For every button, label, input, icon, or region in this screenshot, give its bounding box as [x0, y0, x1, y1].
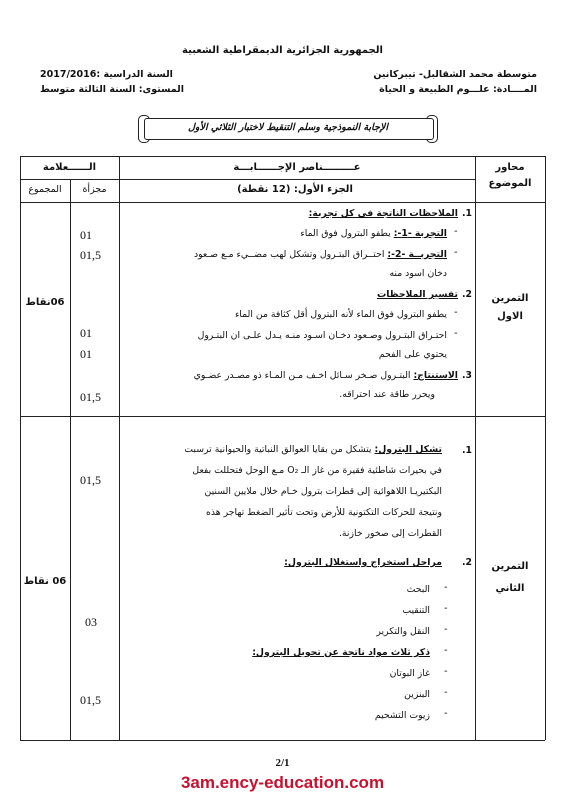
q2-title: تفسير الملاحظات: [376, 289, 458, 300]
bullet: -: [444, 624, 448, 635]
mark: 03: [85, 615, 97, 629]
bullet: -: [444, 708, 448, 719]
exp1-line: [300, 228, 447, 239]
product-item: البنزين: [404, 689, 430, 700]
part-title: الجزء الأول: (12 نقطة): [237, 184, 353, 195]
exp2-label: التجربــة -2-:: [387, 249, 447, 260]
elements-header: عـــــــــناصر الإجــــــابـــة: [233, 162, 361, 173]
banner-title: الإجابة النموذجية وسلم التنقيط لاختبار الثلاثي الأول: [188, 122, 388, 133]
q2-number: 2.: [461, 289, 472, 300]
conclusion-cont: ويحرر طاقة عند احتراقه.: [339, 389, 435, 400]
exp2-line: [194, 249, 447, 260]
explanation-b: احتـراق البتـرول وصـعود دخـان اسـود منـه يـدل علـى ان البتـرول: [197, 330, 447, 341]
formation-label: تشكل البترول:: [374, 444, 442, 455]
formation-cont: ونتيجة للحركات التكتونية للأرض وتحت تأثير الضغط تهاجر هذه: [206, 507, 442, 518]
conclusion-text: البتـرول صـخر سـائل اخـف مـن المـاء ذو مصـدر عضـوي: [193, 370, 411, 381]
total-header: المجموع: [28, 184, 62, 195]
formation-cont: القطرات إلى صخور خازنة.: [338, 528, 442, 539]
q3-number: 3.: [461, 370, 472, 381]
bullet: -: [454, 247, 458, 258]
site-url[interactable]: 3am.ency-education.com: [180, 773, 385, 792]
subject-line: المــــادة: علـــوم الطبيعة و الحياة: [379, 84, 537, 95]
mark: 01: [80, 228, 92, 242]
republic-title: الجمهورية الجزائرية الديمقراطية الشعبية: [182, 45, 383, 56]
mark: 01: [80, 347, 92, 361]
exercise1-total: 06نقاط: [25, 297, 65, 308]
bullet: -: [444, 582, 448, 593]
mark: 01: [80, 326, 92, 340]
stage-item: البحث: [406, 584, 430, 595]
mark: 01,5: [80, 693, 101, 707]
conclusion-line: [194, 370, 458, 381]
stage-item: النقل والتكرير: [376, 626, 430, 637]
explanation-b-cont: يحتوي على الفحم: [378, 349, 447, 360]
q1-number: 1.: [461, 208, 472, 219]
exp1-label: التجربة -1-:: [393, 228, 447, 239]
bullet: -: [444, 645, 448, 656]
q2-number: 2.: [461, 557, 472, 568]
marks-header: الــــــعلامة: [42, 162, 97, 173]
product-item: زيوت التشحيم: [374, 710, 430, 721]
stages-title: مراحل استخراج واستغلال البترول:: [284, 557, 442, 568]
products-title: ذكر ثلاث مواد ناتجة عن تحويل البترول:: [252, 647, 430, 658]
formation-cont: البكتيريـا اللاهوائية إلى قطرات بترول خـام خلال ملايين السنين: [204, 486, 442, 497]
school-year: السنة الدراسية :2017/2016: [40, 69, 173, 80]
bullet: -: [454, 307, 458, 318]
exercise2-axis: التمرين الثاني: [491, 561, 529, 594]
partial-header: مجزأة: [82, 184, 107, 195]
exercise2-total: 06 نقاط: [23, 576, 67, 587]
formation-text: يتشكل من بقايا العوالق النباتية والحيوانية ترسبت: [184, 444, 372, 455]
q1-title: الملاحظات الناتجة في كل تجربة:: [308, 208, 458, 219]
axes-header: محاور الموضوع: [488, 162, 532, 189]
q1-number: 1.: [461, 445, 472, 456]
formation-line: [184, 444, 442, 455]
exercise1-axis: التمرين الاول: [491, 293, 529, 322]
level-line: المستوى: السنة الثالثة متوسط: [40, 84, 184, 95]
exp1-text: يطفو البترول فوق الماء: [300, 228, 391, 239]
stage-item: التنقيب: [402, 605, 430, 616]
exp2-text-cont: دخان اسود منه: [389, 268, 447, 279]
bullet: -: [444, 666, 448, 677]
mark: 01,5: [80, 473, 101, 487]
exp2-text: احتــراق البتـرول وتشكل لهب مضــيء مـع صـعود: [193, 249, 385, 260]
bullet: -: [444, 687, 448, 698]
bullet: -: [444, 603, 448, 614]
mark: 01,5: [80, 390, 101, 404]
mark: 01,5: [80, 248, 101, 262]
bullet: -: [454, 226, 458, 237]
formation-cont: في بحيرات شاطئية فقيرة من غاز الـ O₂ مـع الوحل فتحللت بفعل: [192, 465, 442, 476]
school-name: متوسطة محمد الشقالبل- تيبركانين: [373, 69, 537, 80]
conclusion-label: الاستنتاج:: [413, 370, 458, 381]
page-number: 2/1: [275, 757, 290, 769]
title-banner: [138, 113, 438, 143]
explanation-a: يطفو البترول فوق الماء لأنه البترول أقل كثافة من الماء: [234, 309, 447, 320]
product-item: غاز البوتان: [389, 668, 430, 679]
bullet: -: [454, 328, 458, 339]
